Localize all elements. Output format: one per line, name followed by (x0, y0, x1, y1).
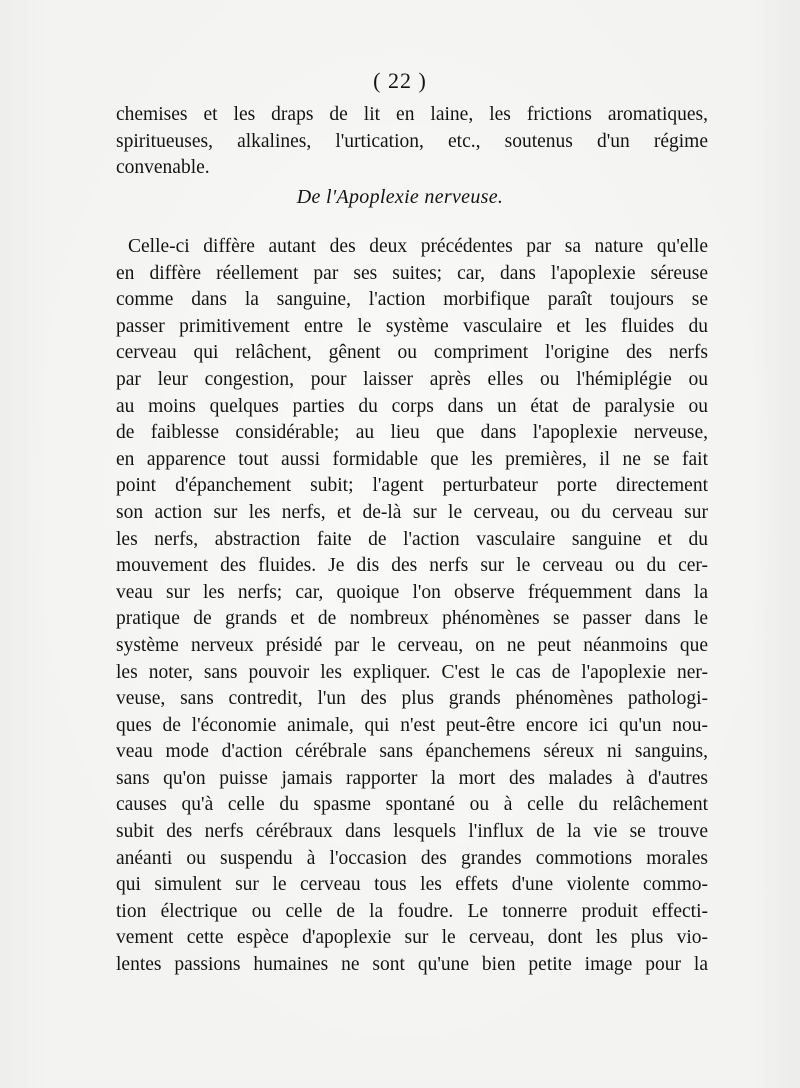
text-line: ques de l'économie animale, qui n'est peut-être encore ici qu'un nou- (116, 714, 708, 736)
text-line: point d'épanchement subit; l'agent perturbateur porte directement (116, 475, 708, 497)
text-line: chemises et les draps de lit en laine, les frictions aromatiques, (116, 104, 708, 125)
text-line: par leur congestion, pour laisser après elles ou l'hémiplégie ou (116, 368, 708, 390)
text-line: veau mode d'action cérébrale sans épanchemens séreux ni sanguins, (116, 741, 708, 763)
body-paragraph (116, 234, 708, 979)
text-line: spiritueuses, alkalines, l'urtication, etc., soutenus d'un régime (116, 130, 708, 152)
text-line: lentes passions humaines ne sont qu'une bien petite image pour la (116, 954, 708, 976)
text-line: système nerveux présidé par le cerveau, on ne peut néanmoins que (116, 634, 708, 656)
text-line: de faiblesse considérable; au lieu que dans l'apoplexie nerveuse, (116, 422, 708, 444)
text-line: tion électrique ou celle de la foudre. Le tonnerre produit effecti- (116, 900, 708, 922)
page-number: ( 22 ) (373, 68, 427, 93)
text-line: vement cette espèce d'apoplexie sur le cerveau, dont les plus vio- (116, 927, 708, 949)
text-line: comme dans la sanguine, l'action morbifique paraît toujours se (116, 289, 708, 311)
text-line: mouvement des fluides. Je dis des nerfs sur le cerveau ou du cer- (116, 555, 708, 577)
text-line: anéanti ou suspendu à l'occasion des grandes commotions morales (116, 847, 708, 869)
section-heading: De l'Apoplexie nerveuse. (296, 186, 504, 208)
text-line: veuse, sans contredit, l'un des plus grands phénomènes pathologi- (116, 688, 708, 710)
text-line: les noter, sans pouvoir les expliquer. C'est le cas de l'apoplexie ner- (116, 661, 708, 683)
text-line: qui simulent sur le cerveau tous les effets d'une violente commo- (116, 874, 708, 896)
text-line: veau sur les nerfs; car, quoique l'on observe fréquemment dans la (116, 581, 708, 603)
text-line: les nerfs, abstraction faite de l'action vasculaire sanguine et du (116, 528, 708, 550)
text-line: passer primitivement entre le système vasculaire et les fluides du (116, 315, 708, 337)
text-line: sans qu'on puisse jamais rapporter la mort des malades à d'autres (116, 767, 708, 789)
text-line: son action sur les nerfs, et de-là sur le cerveau, ou du cerveau sur (116, 501, 708, 523)
text-line: en diffère réellement par ses suites; car, dans l'apoplexie séreuse (116, 262, 708, 284)
text-line: au moins quelques parties du corps dans un état de paralysie ou (116, 395, 708, 417)
text-line: Celle-ci diffère autant des deux précédentes par sa nature qu'elle (128, 236, 708, 257)
text-line: subit des nerfs cérébraux dans lesquels l'influx de la vie se trouve (116, 821, 708, 843)
text-line: en apparence tout aussi formidable que les premières, il ne se fait (116, 448, 708, 470)
text-line: pratique de grands et de nombreux phénomènes se passer dans le (116, 608, 708, 630)
text-line: convenable. (116, 157, 210, 179)
text-line: cerveau qui relâchent, gênent ou compriment l'origine des nerfs (116, 342, 708, 364)
continuation-paragraph (116, 102, 708, 182)
text-line: causes qu'à celle du spasme spontané ou à celle du relâchement (116, 794, 708, 816)
